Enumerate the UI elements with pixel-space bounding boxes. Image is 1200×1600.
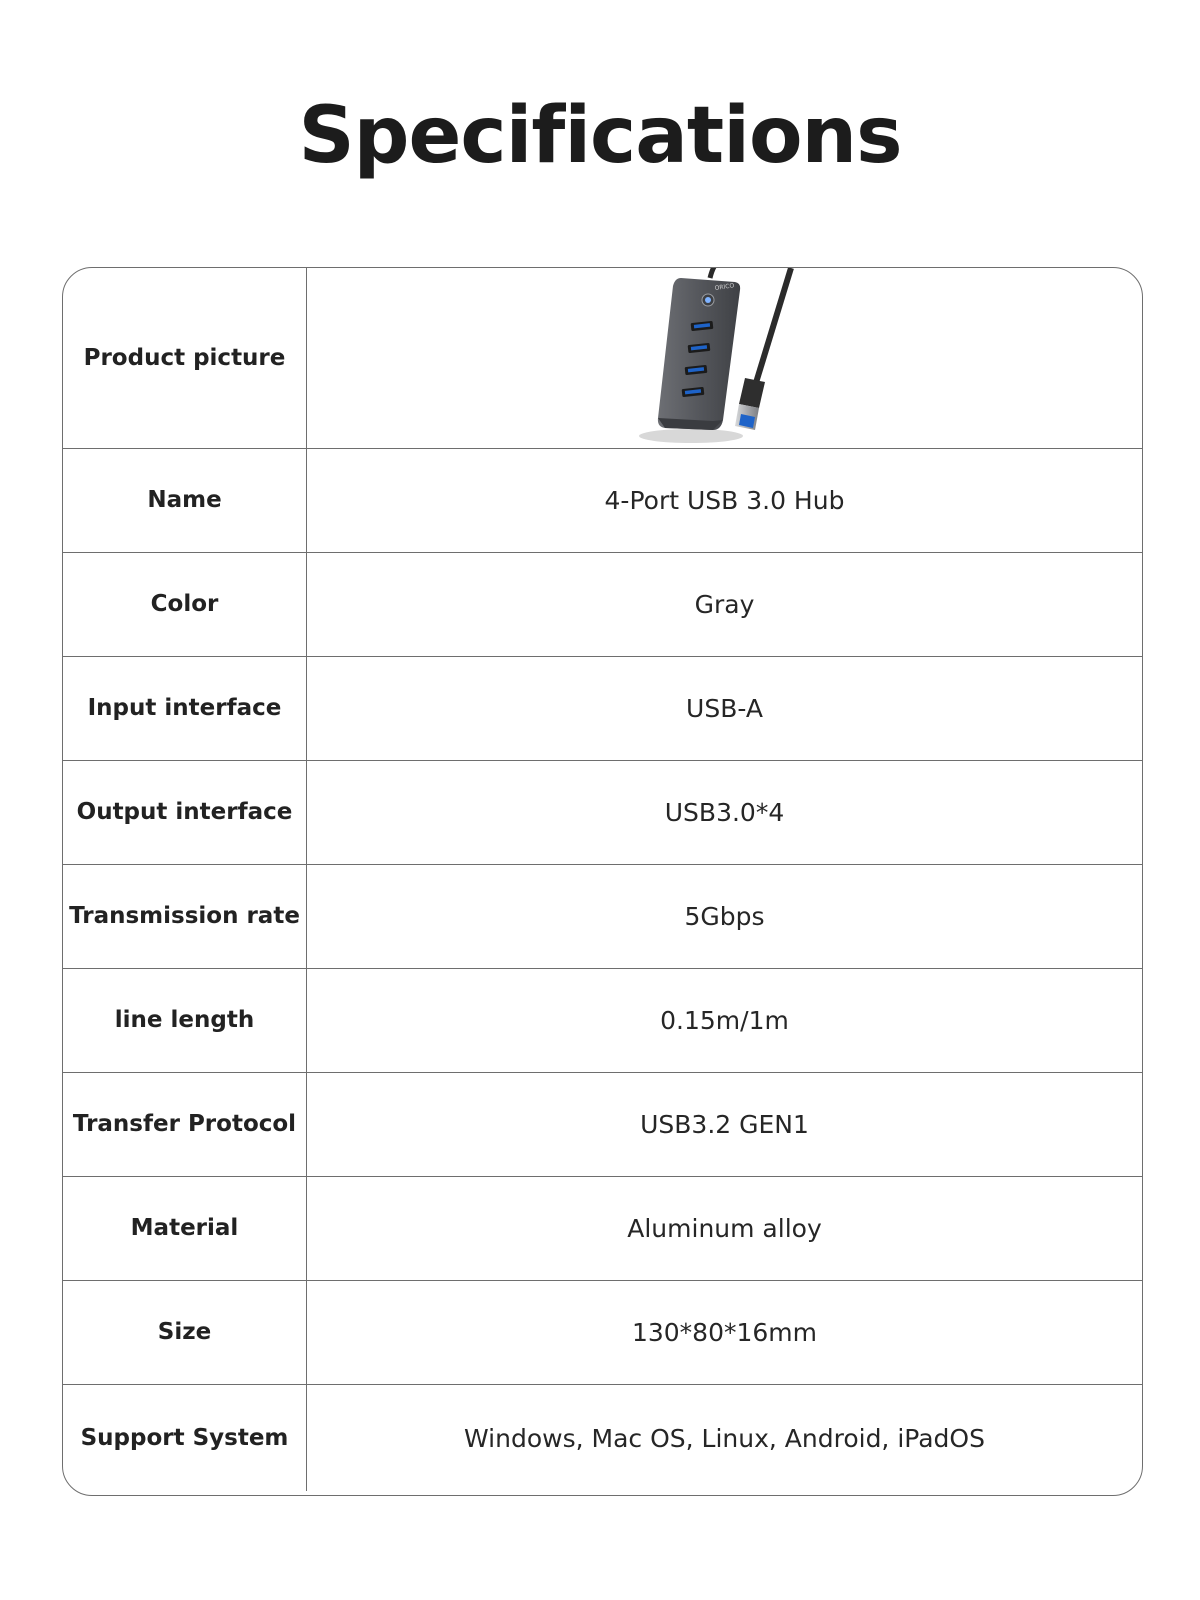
- row-label: Transfer Protocol: [63, 1073, 307, 1176]
- row-value: 130*80*16mm: [631, 1318, 818, 1347]
- row-label: Input interface: [63, 657, 307, 760]
- spec-table: [62, 267, 1143, 1496]
- usb-hub-product-image: [605, 268, 845, 449]
- row-label: Support System: [63, 1385, 307, 1491]
- table-row: [63, 969, 1142, 1073]
- row-label: Material: [63, 1177, 307, 1280]
- row-label: Name: [63, 449, 307, 552]
- table-row: [63, 449, 1142, 553]
- row-value: 0.15m/1m: [660, 1006, 789, 1035]
- table-row: [63, 1177, 1142, 1281]
- table-row: [63, 761, 1142, 865]
- table-row: [63, 657, 1142, 761]
- orico-logo: ORICO: [713, 281, 735, 292]
- row-value: 4-Port USB 3.0 Hub: [604, 486, 845, 515]
- row-value: Aluminum alloy: [627, 1214, 822, 1243]
- table-row: [63, 865, 1142, 969]
- page-title: Specifications: [298, 91, 902, 181]
- table-row: [63, 1073, 1142, 1177]
- table-row: [63, 553, 1142, 657]
- table-row: [63, 1281, 1142, 1385]
- row-label: Size: [63, 1281, 307, 1384]
- row-value: USB3.2 GEN1: [640, 1110, 809, 1139]
- row-value: Windows, Mac OS, Linux, Android, iPadOS: [464, 1423, 985, 1453]
- row-label: Output interface: [63, 761, 307, 864]
- row-label: line length: [63, 969, 307, 1072]
- row-value: Gray: [694, 590, 755, 619]
- row-label: Transmission rate: [63, 865, 307, 968]
- table-row-product-picture: [63, 268, 1142, 449]
- row-value: USB-A: [686, 694, 763, 723]
- usb-a-plug: [735, 378, 765, 430]
- row-label: Product picture: [63, 268, 307, 448]
- row-value: USB3.0*4: [664, 798, 785, 827]
- row-value: 5Gbps: [684, 902, 765, 931]
- table-row: [63, 1385, 1142, 1491]
- product-picture-cell: [307, 268, 1142, 448]
- row-label: Color: [63, 553, 307, 656]
